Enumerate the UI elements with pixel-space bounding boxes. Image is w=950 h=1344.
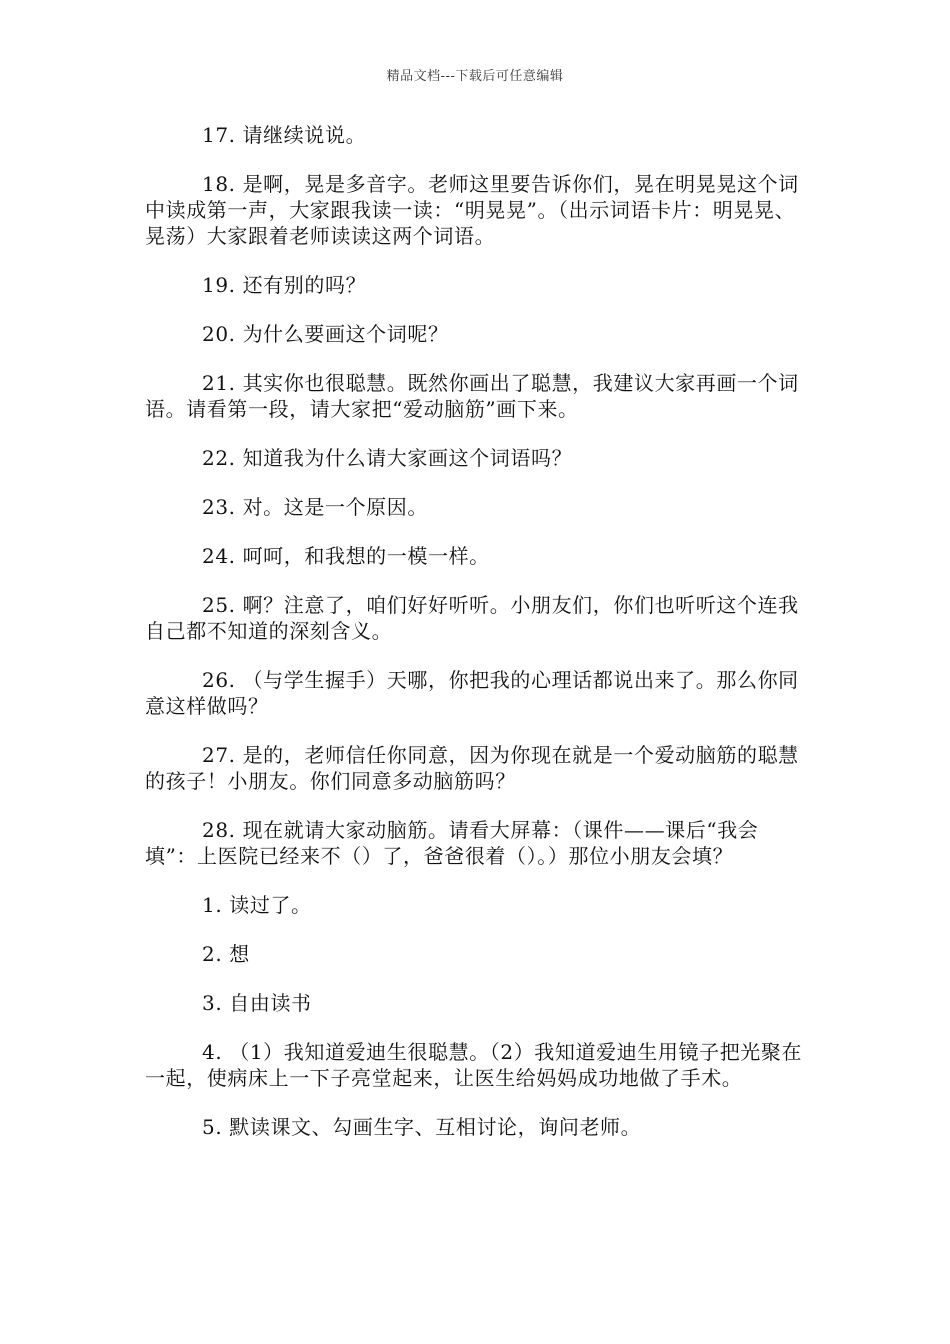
paragraph-23: 23. 对。这是一个原因。 [202, 495, 428, 519]
paragraph-20: 20. 为什么要画这个词呢？ [202, 322, 449, 346]
paragraph-17: 17. 请继续说说。 [202, 123, 367, 147]
paragraph-24: 24. 呵呵，和我想的一模一样。 [202, 544, 490, 568]
paragraph-22: 22. 知道我为什么请大家画这个词语吗？ [202, 446, 573, 470]
document-body [145, 122, 810, 1163]
paragraph-28: 28. 现在就请大家动脑筋。请看大屏幕：（课件——课后“我会填”：上医院已经来不（）了，爸爸很着（）。）那位小朋友会填？ [145, 818, 759, 868]
paragraph-26: 26. （与学生握手）天哪，你把我的心理话都说出来了。那么你同意这样做吗？ [145, 668, 799, 718]
paragraph-25: 25. 啊？注意了，咱们好好听听。小朋友们，你们也听听这个连我自己都不知道的深刻含义。 [145, 593, 799, 643]
answer-3: 3. 自由读书 [202, 991, 312, 1015]
paragraph-27: 27. 是的，老师信任你同意，因为你现在就是一个爱动脑筋的聪慧的孩子！小朋友。你们同意多动脑筋吗？ [145, 743, 799, 793]
answer-5: 5. 默读课文、勾画生字、互相讨论，询问老师。 [202, 1115, 642, 1139]
paragraph-19: 19. 还有别的吗？ [202, 273, 367, 297]
page-header: 精品文档---下载后可任意编辑 [386, 69, 564, 84]
answer-1: 1. 读过了。 [202, 893, 312, 917]
answer-4: 4. （1）我知道爱迪生很聪慧。（2）我知道爱迪生用镜子把光聚在一起，使病床上一下子亮堂起来，让医生给妈妈成功地做了手术。 [145, 1040, 803, 1090]
paragraph-18: 18. 是啊，晃是多音字。老师这里要告诉你们，晃在明晃晃这个词中读成第一声，大家跟我读一读：“明晃晃”。（出示词语卡片：明晃晃、晃荡）大家跟着老师读读这两个词语。 [145, 172, 799, 248]
paragraph-21: 21. 其实你也很聪慧。既然你画出了聪慧，我建议大家再画一个词语。请看第一段，请大家把“爱动脑筋”画下来。 [145, 371, 799, 421]
answer-2: 2. 想 [202, 942, 250, 966]
